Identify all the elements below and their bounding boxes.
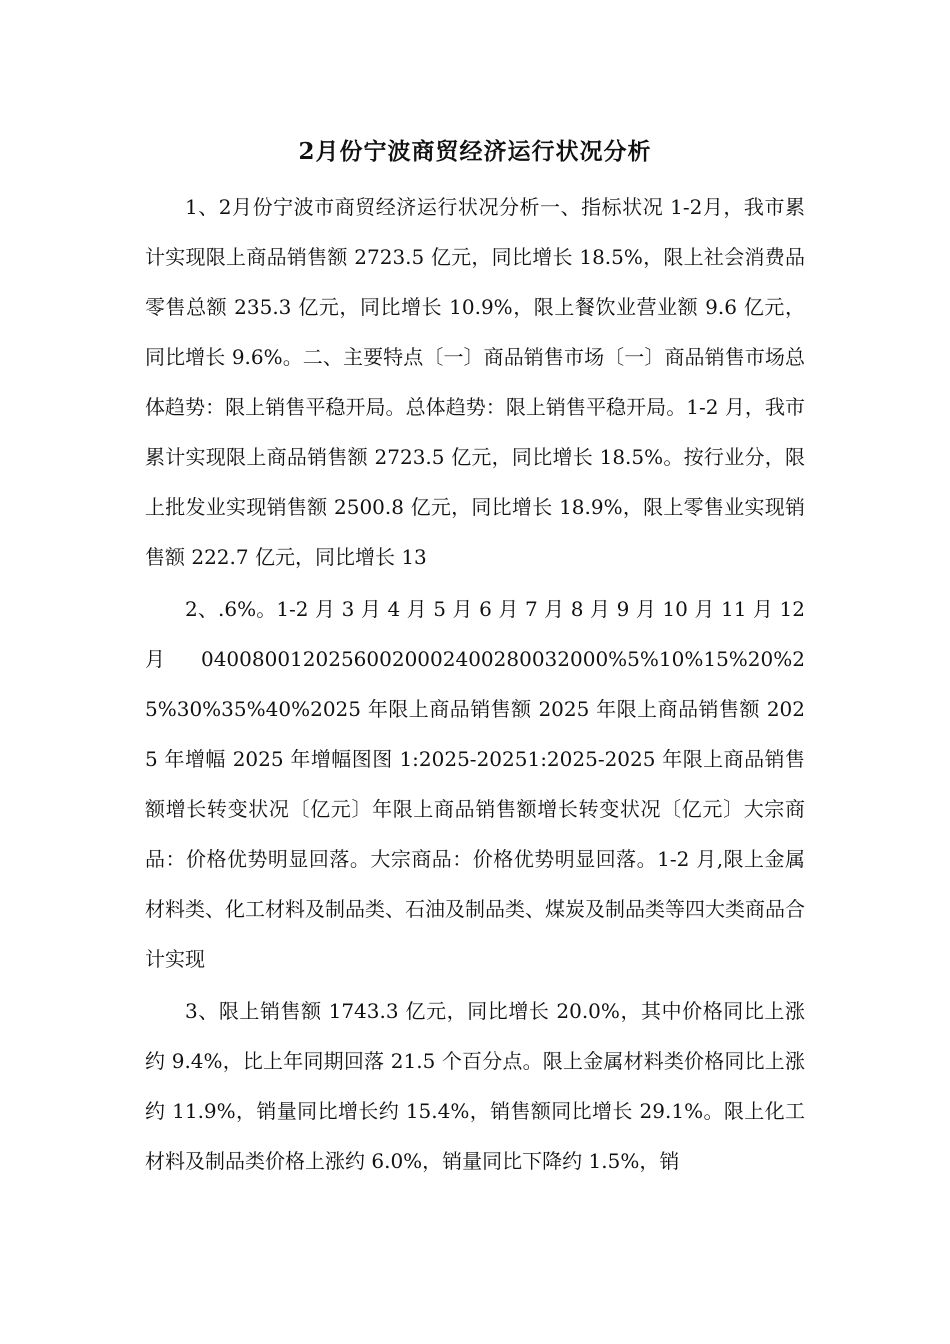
document-title: 2月份宁波商贸经济运行状况分析 — [298, 138, 652, 165]
document-page — [145, 128, 805, 1188]
paragraph-2: 2、.6%。1-2 月 3 月 4 月 5 月 6 月 7 月 8 月 9 月 10 月 11 月 12 月 0400800120256002000240028003200​0%5%10%15%20%25%30%35%40%2025 年限上商品销售额 2025 年限上商品销售额 2025 年增幅 2025 年增幅图图 1:2025-20251:2025-2025 年限上商品销售额增长转变状况〔亿元〕年限上商品销售额增长转变状况〔亿元〕大宗商品：价格优势明显回落。大宗商品：价格优势明显回落。1-2 月,限上金属材料类、化工材料及制品类、石油及制品类、煤炭及制品类等四大类商品合计实现 — [145, 597, 805, 971]
paragraph-1: 1、2月份宁波市商贸经济运行状况分析一、指标状况 1-2月，我市累计实现限上商品销售额 2723.5 亿元，同比增长 18.5%，限上社会消费品零售总额 235.3 亿元，同比增长 10.9%，限上餐饮业营业额 9.6 亿元，同比增长 9.6%。二、主要特点〔一〕商品销售市场〔一〕商品销售市场总体趋势：限上销售平稳开局。总体趋势：限上销售平稳开局。1-2 月，我市累计实现限上商品销售额 2723.5 亿元，同比增长 18.5%。按行业分，限上批发业实现销售额 2500.8 亿元，同比增长 18.9%，限上零售业实现销售额 222.7 亿元，同比增长 13 — [145, 195, 805, 569]
paragraph-3: 3、限上销售额 1743.3 亿元，同比增长 20.0%，其中价格同比上涨约 9.4%，比上年同期回落 21.5 个百分点。限上金属材料类价格同比上涨约 11.9%，销量同比增长约 15.4%，销售额同比增长 29.1%。限上化工材料及制品类价格上涨约 6.0%，销量同比下降约 1.5%，销 — [145, 999, 805, 1173]
